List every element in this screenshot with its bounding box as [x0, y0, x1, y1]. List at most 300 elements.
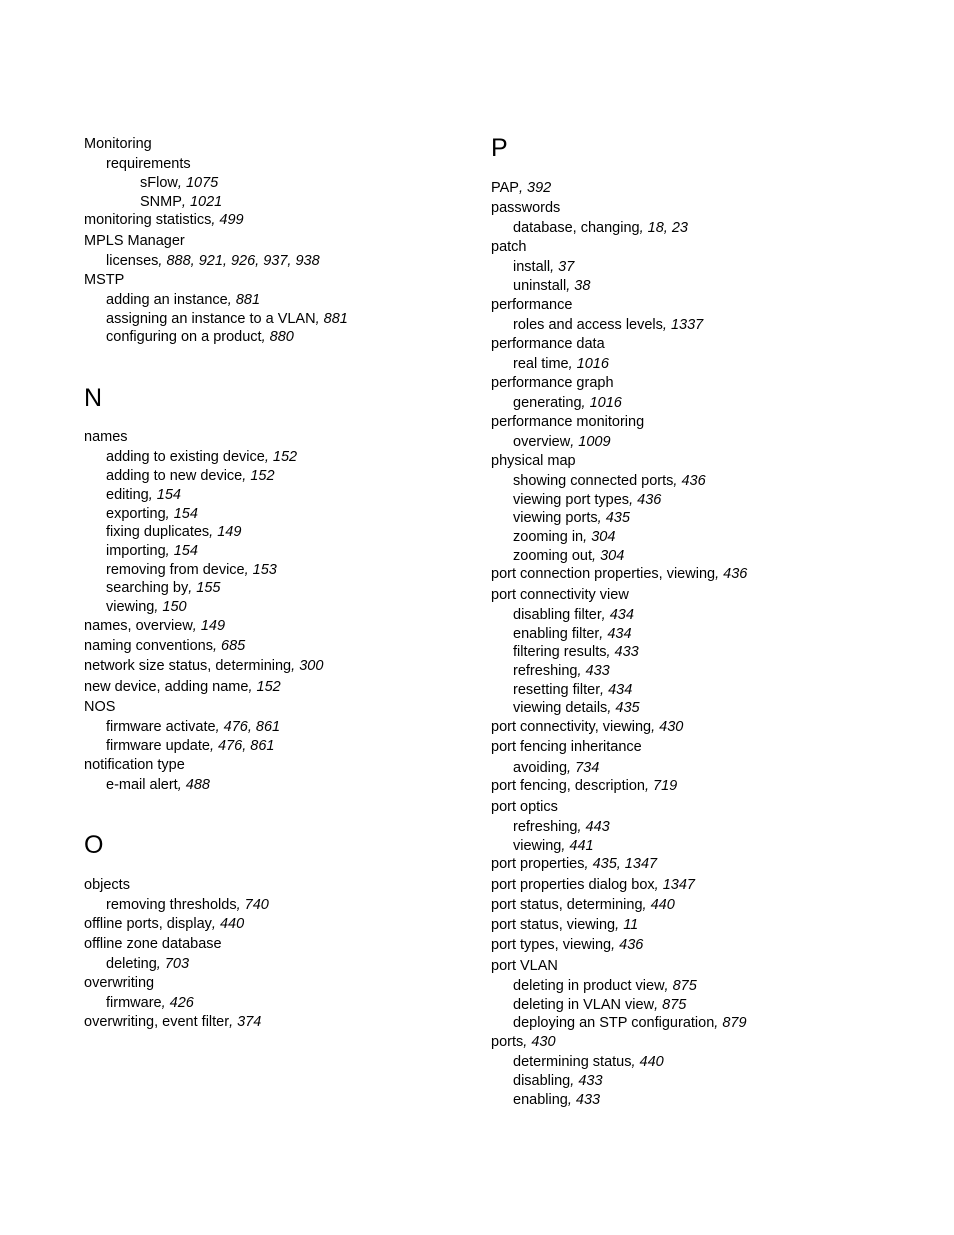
section-letter-o: O: [84, 831, 104, 859]
index-entry: [106, 599, 187, 616]
index-page-refs: 875: [662, 997, 687, 1013]
index-term: names, overview: [84, 618, 193, 634]
index-separator: ,: [611, 937, 620, 953]
index-entry: [513, 434, 611, 451]
index-entry: [106, 777, 210, 794]
index-separator: ,: [518, 180, 528, 196]
index-separator: ,: [644, 778, 654, 794]
index-entry: [513, 1015, 747, 1032]
index-separator: ,: [156, 956, 165, 972]
index-term: NOS: [84, 699, 116, 715]
index-page-refs: 875: [672, 978, 697, 994]
index-page-refs: 152: [250, 468, 275, 484]
index-term: deleting: [106, 956, 157, 972]
index-term: deleting in product view: [513, 978, 665, 994]
index-page-refs: 435: [615, 700, 640, 716]
index-entry: [513, 644, 639, 661]
index-entry: [106, 487, 181, 504]
index-term: passwords: [491, 200, 561, 216]
index-entry: [513, 278, 590, 295]
index-page-refs: 433: [578, 1073, 603, 1089]
index-separator: ,: [673, 473, 682, 489]
index-entry: [513, 1054, 664, 1071]
index-entry: [84, 679, 281, 696]
index-page-refs: 685: [221, 638, 246, 654]
index-term: port VLAN: [491, 958, 558, 974]
index-entry: [513, 529, 615, 546]
index-entry: [513, 838, 594, 855]
index-term: adding an instance: [106, 292, 228, 308]
index-term: disabling filter: [513, 607, 602, 623]
index-term: adding to new device: [106, 468, 243, 484]
index-term: objects: [84, 877, 130, 893]
index-entry: [491, 937, 643, 954]
index-separator: ,: [315, 311, 324, 327]
index-term: port connectivity view: [491, 587, 629, 603]
index-entry: [513, 607, 634, 624]
index-page-refs: 37: [558, 259, 575, 275]
index-separator: ,: [181, 194, 190, 210]
index-term: sFlow: [140, 175, 178, 191]
index-entry: [491, 180, 551, 197]
index-term: resetting filter: [513, 682, 601, 698]
index-page-refs: 149: [200, 618, 226, 634]
index-separator: ,: [651, 719, 660, 735]
index-separator: ,: [158, 253, 167, 269]
index-entry: [84, 916, 244, 933]
index-page-refs: 719: [653, 778, 678, 794]
index-term: port fencing inheritance: [491, 739, 642, 755]
index-separator: ,: [161, 995, 170, 1011]
index-page-refs: 304: [600, 548, 625, 564]
index-separator: ,: [561, 838, 570, 854]
index-separator: ,: [229, 1014, 238, 1030]
index-term: overview: [513, 434, 571, 450]
index-separator: ,: [211, 916, 220, 932]
index-page-refs: 881: [323, 311, 348, 327]
index-separator: ,: [581, 395, 590, 411]
index-separator: ,: [570, 1073, 579, 1089]
index-page-refs: 1075: [185, 175, 219, 191]
index-page-refs: 1009: [578, 434, 611, 450]
index-separator: ,: [215, 719, 224, 735]
index-separator: ,: [248, 679, 257, 695]
index-entry: [84, 975, 154, 992]
index-page-refs: 881: [235, 292, 261, 308]
index-separator: ,: [165, 506, 174, 522]
index-term: refreshing: [513, 819, 578, 835]
index-term: generating: [513, 395, 582, 411]
index-term: Monitoring: [84, 136, 152, 152]
index-term: port optics: [491, 799, 558, 815]
index-term: monitoring statistics: [84, 212, 212, 228]
index-page-refs: 18, 23: [647, 220, 688, 236]
index-entry: [84, 877, 130, 894]
index-entry: [513, 682, 632, 699]
index-separator: ,: [597, 510, 606, 526]
index-page-refs: 1016: [576, 356, 609, 372]
index-entry: [106, 562, 277, 579]
index-entry: [513, 663, 610, 680]
index-term: SNMP: [140, 194, 182, 210]
index-entry: [513, 395, 622, 412]
index-entry: [491, 799, 558, 816]
index-page-refs: 436: [723, 566, 748, 582]
index-separator: ,: [523, 1034, 532, 1050]
index-entry: [513, 356, 609, 373]
index-separator: ,: [227, 292, 236, 308]
index-entry: [84, 757, 185, 774]
index-separator: ,: [599, 626, 608, 642]
index-term: port fencing, description: [491, 778, 645, 794]
index-separator: ,: [600, 682, 609, 698]
index-page-refs: 155: [196, 580, 221, 596]
index-entry: [491, 297, 572, 314]
index-entry: [513, 220, 688, 237]
index-term: e-mail alert: [106, 777, 178, 793]
index-term: viewing: [106, 599, 155, 615]
index-separator: ,: [642, 897, 651, 913]
index-separator: ,: [188, 580, 197, 596]
index-term: refreshing: [513, 663, 578, 679]
index-separator: ,: [261, 329, 270, 345]
index-term: searching by: [106, 580, 189, 596]
index-separator: ,: [570, 434, 579, 450]
index-separator: ,: [601, 607, 610, 623]
index-term: offline ports, display: [84, 916, 212, 932]
index-term: ports: [491, 1034, 524, 1050]
index-entry: [491, 336, 605, 353]
index-separator: ,: [664, 978, 673, 994]
index-term: requirements: [106, 156, 191, 172]
index-page-refs: 392: [527, 180, 552, 196]
index-separator: ,: [715, 566, 724, 582]
index-term: firmware activate: [106, 719, 216, 735]
index-separator: ,: [244, 562, 253, 578]
index-entry: [106, 719, 280, 736]
index-separator: ,: [639, 220, 648, 236]
index-term: MPLS Manager: [84, 233, 185, 249]
index-term: overwriting, event filter: [84, 1014, 230, 1030]
index-separator: ,: [583, 529, 592, 545]
index-term: patch: [491, 239, 527, 255]
index-page-refs: 150: [162, 599, 187, 615]
index-page-refs: 152: [256, 679, 281, 695]
index-term: editing: [106, 487, 149, 503]
index-entry: [84, 658, 323, 675]
index-separator: ,: [209, 738, 219, 754]
index-term: overwriting: [84, 975, 155, 991]
index-separator: ,: [631, 1054, 640, 1070]
index-entry: [106, 292, 260, 309]
index-term: port types, viewing: [491, 937, 612, 953]
index-separator: ,: [165, 543, 174, 559]
index-separator: ,: [568, 356, 577, 372]
index-separator: ,: [148, 487, 157, 503]
index-entry: [106, 311, 348, 328]
index-separator: ,: [550, 259, 559, 275]
index-page-refs: 499: [219, 212, 244, 228]
index-entry: [106, 580, 220, 597]
index-page-refs: 879: [722, 1015, 747, 1031]
index-entry: [106, 506, 198, 523]
index-term: disabling: [513, 1073, 571, 1089]
index-entry: [106, 995, 194, 1012]
index-entry: [491, 778, 677, 795]
index-page-refs: 433: [585, 663, 610, 679]
index-page-refs: 436: [637, 492, 662, 508]
index-separator: ,: [567, 760, 576, 776]
index-term: port properties dialog box: [491, 877, 655, 893]
index-entry: [84, 1014, 261, 1031]
index-page-refs: 476, 861: [218, 738, 275, 754]
index-term: zooming in: [513, 529, 584, 545]
index-entry: [491, 453, 576, 470]
index-page-refs: 434: [608, 682, 633, 698]
index-term: viewing: [513, 838, 562, 854]
index-page-refs: 11: [623, 917, 639, 933]
index-term: naming conventions: [84, 638, 213, 654]
index-entry: [513, 548, 624, 565]
index-page-refs: 1347: [662, 877, 695, 893]
index-entry: [491, 897, 675, 914]
index-term: removing thresholds: [106, 897, 237, 913]
index-term: determining status: [513, 1054, 632, 1070]
index-page-refs: 1021: [189, 194, 223, 210]
index-page-refs: 38: [574, 278, 591, 294]
index-page-refs: 440: [650, 897, 675, 913]
index-entry: [491, 200, 560, 217]
index-page-refs: 436: [619, 937, 644, 953]
index-entry: [84, 136, 152, 153]
index-page-refs: 443: [585, 819, 610, 835]
index-page-refs: 430: [531, 1034, 556, 1050]
index-entry: [513, 997, 686, 1014]
index-separator: ,: [264, 449, 273, 465]
index-separator: ,: [291, 658, 300, 674]
index-entry: [491, 856, 657, 873]
index-page-refs: 153: [252, 562, 277, 578]
index-entry: [84, 699, 115, 716]
index-separator: ,: [209, 524, 218, 540]
index-entry: [84, 936, 222, 953]
index-page-refs: 1016: [589, 395, 622, 411]
index-entry: [513, 510, 630, 527]
index-entry: [513, 259, 574, 276]
index-term: port status, determining: [491, 897, 643, 913]
index-entry: [491, 739, 642, 756]
index-page-refs: 300: [299, 658, 324, 674]
index-separator: ,: [577, 663, 586, 679]
index-page-refs: 436: [681, 473, 706, 489]
index-page-refs: 374: [237, 1014, 262, 1030]
section-letter-p: P: [491, 134, 508, 162]
index-separator: ,: [654, 877, 663, 893]
index-separator: ,: [236, 897, 245, 913]
index-term: firmware: [106, 995, 162, 1011]
index-entry: [513, 317, 703, 334]
index-entry: [513, 819, 610, 836]
index-term: notification type: [84, 757, 185, 773]
index-term: new device, adding name: [84, 679, 249, 695]
index-entry: [491, 239, 526, 256]
index-entry: [140, 175, 218, 192]
index-entry: [491, 375, 614, 392]
index-entry: [491, 414, 644, 431]
index-separator: ,: [654, 997, 663, 1013]
index-entry: [513, 492, 661, 509]
index-term: database, changing: [513, 220, 640, 236]
index-page-refs: 433: [575, 1092, 601, 1108]
index-term: PAP: [491, 180, 519, 196]
index-page-refs: 888, 921, 926, 937, 938: [166, 253, 320, 269]
index-term: performance monitoring: [491, 414, 645, 430]
index-entry: [513, 1073, 603, 1090]
index-separator: ,: [584, 856, 593, 872]
index-page-refs: 476, 861: [223, 719, 281, 735]
index-entry: [106, 738, 274, 755]
index-separator: ,: [192, 618, 201, 634]
index-term: viewing port types: [513, 492, 630, 508]
index-term: enabling: [513, 1092, 568, 1108]
index-page-refs: 154: [173, 543, 198, 559]
index-page-refs: 440: [219, 916, 245, 932]
index-separator: ,: [567, 1092, 576, 1108]
index-entry: [84, 272, 124, 289]
index-term: real time: [513, 356, 569, 372]
index-term: viewing details: [513, 700, 608, 716]
index-term: names: [84, 429, 128, 445]
index-page-refs: 880: [269, 329, 294, 345]
index-separator: ,: [607, 700, 616, 716]
index-term: port properties: [491, 856, 585, 872]
index-term: enabling filter: [513, 626, 600, 642]
index-term: adding to existing device: [106, 449, 265, 465]
index-entry: [106, 524, 241, 541]
index-page-refs: 441: [569, 838, 594, 854]
index-entry: [491, 917, 638, 934]
index-page-refs: 434: [607, 626, 632, 642]
index-entry: [491, 877, 695, 894]
index-term: port connection properties, viewing: [491, 566, 716, 582]
index-entry: [106, 956, 189, 973]
index-page-refs: 740: [244, 897, 269, 913]
index-term: performance graph: [491, 375, 614, 391]
index-entry: [513, 978, 697, 995]
index-term: filtering results: [513, 644, 607, 660]
index-term: install: [513, 259, 551, 275]
index-term: deleting in VLAN view: [513, 997, 655, 1013]
index-term: network size status, determining: [84, 658, 292, 674]
index-term: deploying an STP configuration: [513, 1015, 715, 1031]
index-separator: ,: [606, 644, 615, 660]
index-separator: ,: [615, 917, 624, 933]
index-separator: ,: [242, 468, 251, 484]
index-page-refs: 149: [217, 524, 242, 540]
index-entry: [106, 543, 198, 560]
index-separator: ,: [577, 819, 586, 835]
index-entry: [140, 194, 222, 211]
index-entry: [491, 587, 629, 604]
index-entry: [513, 700, 640, 717]
index-page-refs: 426: [169, 995, 194, 1011]
index-entry: [106, 449, 297, 466]
index-page-refs: 488: [185, 777, 210, 793]
index-term: firmware update: [106, 738, 210, 754]
index-page-refs: 154: [156, 487, 181, 503]
index-entry: [513, 760, 599, 777]
index-entry: [106, 253, 320, 270]
index-term: roles and access levels: [513, 317, 663, 333]
index-separator: ,: [212, 638, 222, 654]
index-page-refs: 435: [605, 510, 630, 526]
index-page-refs: 154: [173, 506, 198, 522]
index-term: performance data: [491, 336, 605, 352]
index-entry: [513, 626, 632, 643]
index-entry: [491, 1034, 556, 1051]
index-separator: ,: [177, 175, 186, 191]
index-term: showing connected ports: [513, 473, 674, 489]
index-term: offline zone database: [84, 936, 222, 952]
index-page-refs: 435, 1347: [592, 856, 658, 872]
index-term: performance: [491, 297, 573, 313]
index-entry: [106, 156, 191, 173]
index-term: port connectivity, viewing: [491, 719, 652, 735]
index-page-refs: 703: [164, 956, 190, 972]
index-term: configuring on a product: [106, 329, 262, 345]
index-page-refs: 434: [609, 607, 634, 623]
index-term: uninstall: [513, 278, 567, 294]
index-entry: [84, 618, 225, 635]
index-term: port status, viewing: [491, 917, 616, 933]
index-page-refs: 433: [614, 644, 639, 660]
index-entry: [84, 638, 245, 655]
index-term: physical map: [491, 453, 576, 469]
index-entry: [106, 468, 275, 485]
index-entry: [513, 473, 706, 490]
index-term: fixing duplicates: [106, 524, 210, 540]
index-separator: ,: [177, 777, 186, 793]
index-page-refs: 1337: [670, 317, 704, 333]
index-term: viewing ports: [513, 510, 598, 526]
index-page-refs: 430: [659, 719, 684, 735]
index-page-refs: 152: [272, 449, 298, 465]
index-separator: ,: [592, 548, 601, 564]
index-entry: [491, 958, 558, 975]
index-separator: ,: [566, 278, 575, 294]
index-term: avoiding: [513, 760, 568, 776]
index-entry: [106, 897, 269, 914]
index-entry: [84, 429, 128, 446]
index-term: licenses: [106, 253, 159, 269]
index-page-refs: 440: [639, 1054, 664, 1070]
index-entry: [513, 1092, 600, 1109]
index-separator: ,: [714, 1015, 723, 1031]
section-letter-n: N: [84, 384, 103, 412]
index-separator: ,: [662, 317, 671, 333]
index-separator: ,: [154, 599, 163, 615]
index-term: zooming out: [513, 548, 592, 564]
index-entry: [84, 212, 244, 229]
index-separator: ,: [629, 492, 638, 508]
index-term: MSTP: [84, 272, 125, 288]
index-entry: [491, 566, 747, 583]
index-page-refs: 734: [575, 760, 600, 776]
index-page-refs: 304: [591, 529, 616, 545]
index-entry: [491, 719, 683, 736]
index-entry: [84, 233, 185, 250]
index-entry: [106, 329, 294, 346]
